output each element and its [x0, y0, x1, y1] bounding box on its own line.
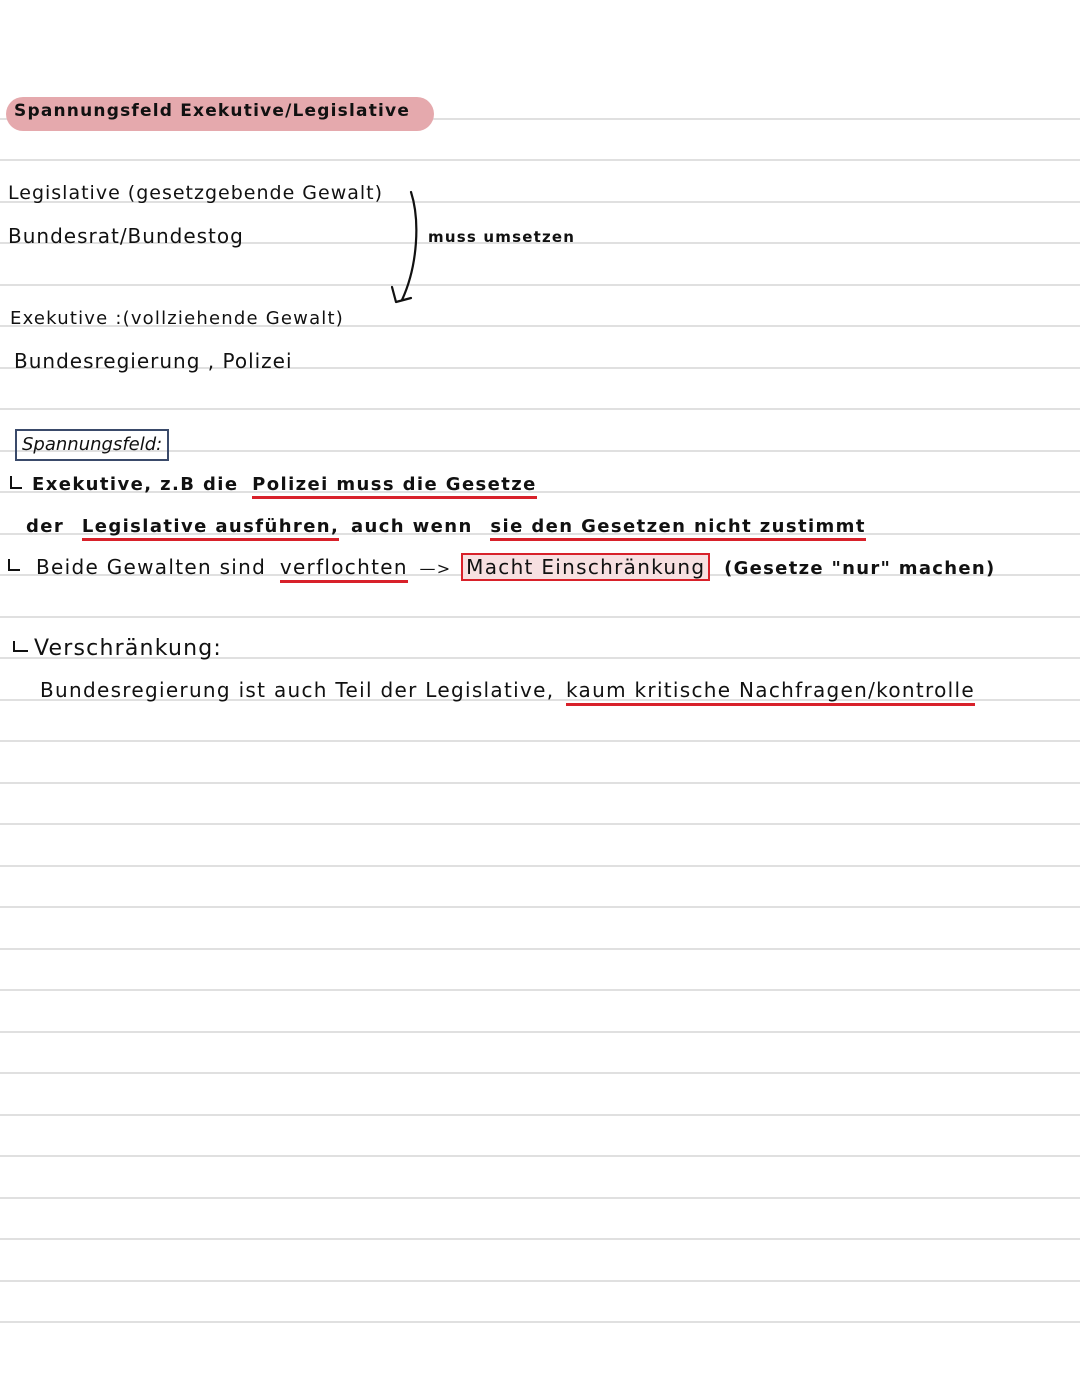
- page-title: Spannungsfeld Exekutive/Legislative: [14, 101, 411, 121]
- line3-prefix: Beide Gewalten sind: [36, 555, 267, 579]
- line2-mid: auch wenn: [350, 516, 473, 537]
- legislative-bodies: Bundesrat/Bundestog: [8, 224, 244, 248]
- line2-der: der: [26, 516, 65, 537]
- verschraenkung-text: Bundesregierung ist auch Teil der Legislative,: [40, 678, 555, 702]
- line2-underlined-2: sie den Gesetzen nicht zustimmt: [490, 516, 865, 541]
- legislative-heading: Legislative (gesetzgebende Gewalt): [8, 182, 384, 204]
- spannungsfeld-line-3: [36, 555, 996, 579]
- spannungsfeld-line-1: [32, 474, 537, 495]
- arrow-note: muss umsetzen: [428, 228, 576, 246]
- executive-heading: Exekutive :(vollziehende Gewalt): [10, 308, 344, 329]
- verschraenkung-line: [40, 678, 975, 702]
- line3-underlined: verflochten: [280, 555, 408, 583]
- executive-bodies: Bundesregierung , Polizei: [14, 349, 293, 373]
- spannungsfeld-line-2: [26, 516, 866, 537]
- verschraenkung-underlined: kaum kritische Nachfragen/kontrolle: [566, 678, 975, 706]
- line1-prefix: Exekutive, z.B die: [32, 474, 239, 495]
- verschraenkung-label: Verschränkung:: [34, 636, 223, 661]
- line3-suffix: (Gesetze "nur" machen): [724, 558, 996, 579]
- spannungsfeld-label: Spannungsfeld:: [15, 429, 169, 461]
- macht-einschraenkung-box: Macht Einschränkung: [461, 553, 710, 581]
- line3-arrow: —>: [419, 559, 452, 578]
- line1-underlined: Polizei muss die Gesetze: [252, 474, 537, 499]
- line2-underlined-1: Legislative ausführen,: [82, 516, 339, 541]
